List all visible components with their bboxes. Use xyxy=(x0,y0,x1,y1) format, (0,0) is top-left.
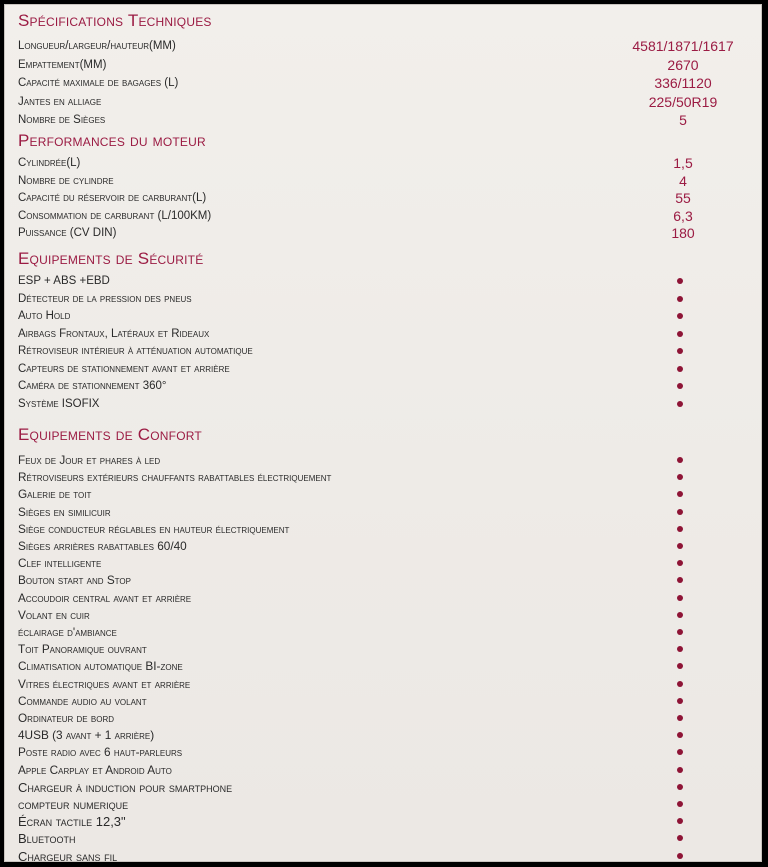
included-dot-icon xyxy=(677,296,683,302)
included-dot-icon xyxy=(677,366,683,372)
spec-label: Clef intelligente xyxy=(18,556,102,571)
included-dot-icon xyxy=(677,543,683,549)
included-dot-icon xyxy=(677,577,683,583)
spec-label: Puissance (CV DIN) xyxy=(18,227,117,239)
included-dot-icon xyxy=(677,698,683,704)
section-title: Equipements de Sécurité xyxy=(18,249,204,268)
spec-row xyxy=(18,486,761,503)
spec-row xyxy=(18,112,761,129)
spec-row xyxy=(18,343,761,360)
spec-row xyxy=(18,361,761,378)
spec-row xyxy=(18,641,761,658)
spec-label: Consommation de carburant (L/100KM) xyxy=(18,209,212,222)
spec-label: Bouton start and Stop xyxy=(18,573,131,588)
spec-value: 1,5 xyxy=(673,155,693,171)
included-dot-icon xyxy=(677,383,683,389)
spec-value: 4581/1871/1617 xyxy=(632,38,734,54)
spec-row xyxy=(18,326,761,343)
spec-row xyxy=(18,779,761,796)
spec-label: Jantes en alliage xyxy=(18,95,102,108)
spec-row xyxy=(18,813,761,830)
spec-label: Sièges arrières rabattables 60/40 xyxy=(18,539,187,553)
included-dot-icon xyxy=(677,595,683,601)
spec-value: 180 xyxy=(671,225,695,241)
spec-value: 5 xyxy=(679,112,687,128)
section-title: Equipements de Confort xyxy=(18,425,202,444)
spec-row xyxy=(18,572,761,589)
spec-row xyxy=(18,396,761,413)
included-dot-icon xyxy=(677,612,683,618)
spec-label: Bluetooth xyxy=(18,831,76,847)
spec-label: ESP + ABS +EBD xyxy=(18,275,110,287)
spec-label: Vitres électriques avant et arrière xyxy=(18,676,191,691)
spec-label: Système ISOFIX xyxy=(18,397,100,410)
included-dot-icon xyxy=(677,457,683,463)
spec-row xyxy=(18,658,761,675)
spec-value: 2670 xyxy=(667,56,699,73)
spec-row xyxy=(18,727,761,744)
included-dot-icon xyxy=(677,313,683,319)
spec-value: 6,3 xyxy=(673,207,693,224)
included-dot-icon xyxy=(677,474,683,480)
spec-row xyxy=(18,504,761,521)
spec-label: Poste radio avec 6 haut-parleurs xyxy=(18,745,183,760)
spec-row xyxy=(18,796,761,813)
spec-label: Chargeur à induction pour smartphone xyxy=(18,779,233,795)
spec-label: Siège conducteur réglables en hauteur électriquement xyxy=(18,521,290,536)
spec-row xyxy=(18,538,761,555)
spec-row xyxy=(18,291,761,308)
included-dot-icon xyxy=(677,767,683,773)
spec-row xyxy=(18,57,761,74)
spec-label: éclairage d'ambiance xyxy=(18,625,117,639)
spec-label: Empattement(MM) xyxy=(18,58,107,71)
included-dot-icon xyxy=(677,749,683,755)
included-dot-icon xyxy=(677,331,683,337)
spec-label: Cylindrée(L) xyxy=(18,157,81,169)
spec-label: Galerie de toit xyxy=(18,487,92,502)
spec-row xyxy=(18,208,761,225)
spec-label: Capacité maximale de bagages (L) xyxy=(18,77,179,89)
spec-label: Climatisation automatique BI-zone xyxy=(18,659,183,674)
included-dot-icon xyxy=(677,801,683,807)
included-dot-icon xyxy=(677,509,683,515)
spec-label: Apple Carplay et Android Auto xyxy=(18,762,172,777)
spec-label: Capteurs de stationnement avant et arrière xyxy=(18,362,230,375)
spec-row xyxy=(18,452,761,469)
spec-row xyxy=(18,607,761,624)
section-title: Spécifications Techniques xyxy=(18,11,212,30)
spec-row xyxy=(18,38,761,55)
included-dot-icon xyxy=(677,646,683,652)
spec-row xyxy=(18,848,761,862)
spec-row xyxy=(18,155,761,172)
spec-row xyxy=(18,830,761,847)
spec-row xyxy=(18,555,761,572)
included-dot-icon xyxy=(677,401,683,407)
spec-row xyxy=(18,590,761,607)
spec-row xyxy=(18,308,761,325)
spec-label: 4USB (3 avant + 1 arrière) xyxy=(18,728,155,743)
spec-label: Sièges en similicuir xyxy=(18,504,111,519)
spec-row xyxy=(18,676,761,693)
included-dot-icon xyxy=(677,560,683,566)
spec-label: Écran tactile 12,3" xyxy=(18,814,126,830)
spec-label: Capacité du réservoir de carburant(L) xyxy=(18,192,207,204)
included-dot-icon xyxy=(677,629,683,635)
spec-label: Feux de Jour et phares à led xyxy=(18,453,161,467)
spec-label: Longueur/largeur/hauteur(MM) xyxy=(18,40,176,52)
spec-value: 4 xyxy=(679,172,687,189)
included-dot-icon xyxy=(677,715,683,721)
spec-row xyxy=(18,378,761,395)
spec-label: Commande audio au volant xyxy=(18,693,147,708)
spec-row xyxy=(18,273,761,290)
included-dot-icon xyxy=(677,663,683,669)
spec-label: Rétroviseur intérieur à atténuation automatique xyxy=(18,345,253,357)
included-dot-icon xyxy=(677,835,683,841)
included-dot-icon xyxy=(677,278,683,284)
spec-label: Airbags Frontaux, Latéraux et Rideaux xyxy=(18,327,210,340)
spec-label: Toit Panoramique ouvrant xyxy=(18,642,147,657)
spec-value: 55 xyxy=(675,190,691,206)
spec-row xyxy=(18,469,761,486)
section-title: Performances du moteur xyxy=(18,131,206,150)
included-dot-icon xyxy=(677,526,683,532)
spec-row xyxy=(18,744,761,761)
included-dot-icon xyxy=(677,732,683,738)
spec-value: 336/1120 xyxy=(654,75,712,91)
spec-row xyxy=(18,624,761,641)
spec-label: Chargeur sans fil xyxy=(18,848,118,862)
included-dot-icon xyxy=(677,348,683,354)
spec-label: Caméra de stationnement 360° xyxy=(18,380,167,392)
spec-value: 225/50R19 xyxy=(648,93,718,110)
spec-row xyxy=(18,190,761,207)
included-dot-icon xyxy=(677,784,683,790)
spec-row xyxy=(18,762,761,779)
spec-row xyxy=(18,75,761,92)
spec-label: Ordinateur de bord xyxy=(18,711,115,725)
spec-row xyxy=(18,225,761,242)
spec-label: Accoudoir central avant et arrière xyxy=(18,590,192,605)
included-dot-icon xyxy=(677,681,683,687)
spec-row xyxy=(18,521,761,538)
spec-row xyxy=(18,693,761,710)
spec-sheet xyxy=(4,4,762,862)
spec-label: Auto Hold xyxy=(18,310,71,322)
included-dot-icon xyxy=(677,491,683,497)
spec-label: Détecteur de la pression des pneus xyxy=(18,292,192,305)
spec-label: Nombre de Sièges xyxy=(18,114,106,126)
included-dot-icon xyxy=(677,853,683,859)
spec-row xyxy=(18,710,761,727)
spec-label: Nombre de cylindre xyxy=(18,174,114,187)
spec-label: compteur numerique xyxy=(18,797,129,812)
included-dot-icon xyxy=(677,818,683,824)
spec-label: Rétroviseurs extérieurs chauffants rabattables électriquement xyxy=(18,470,332,485)
spec-row xyxy=(18,173,761,190)
spec-row xyxy=(18,94,761,111)
spec-label: Volant en cuir xyxy=(18,607,90,622)
